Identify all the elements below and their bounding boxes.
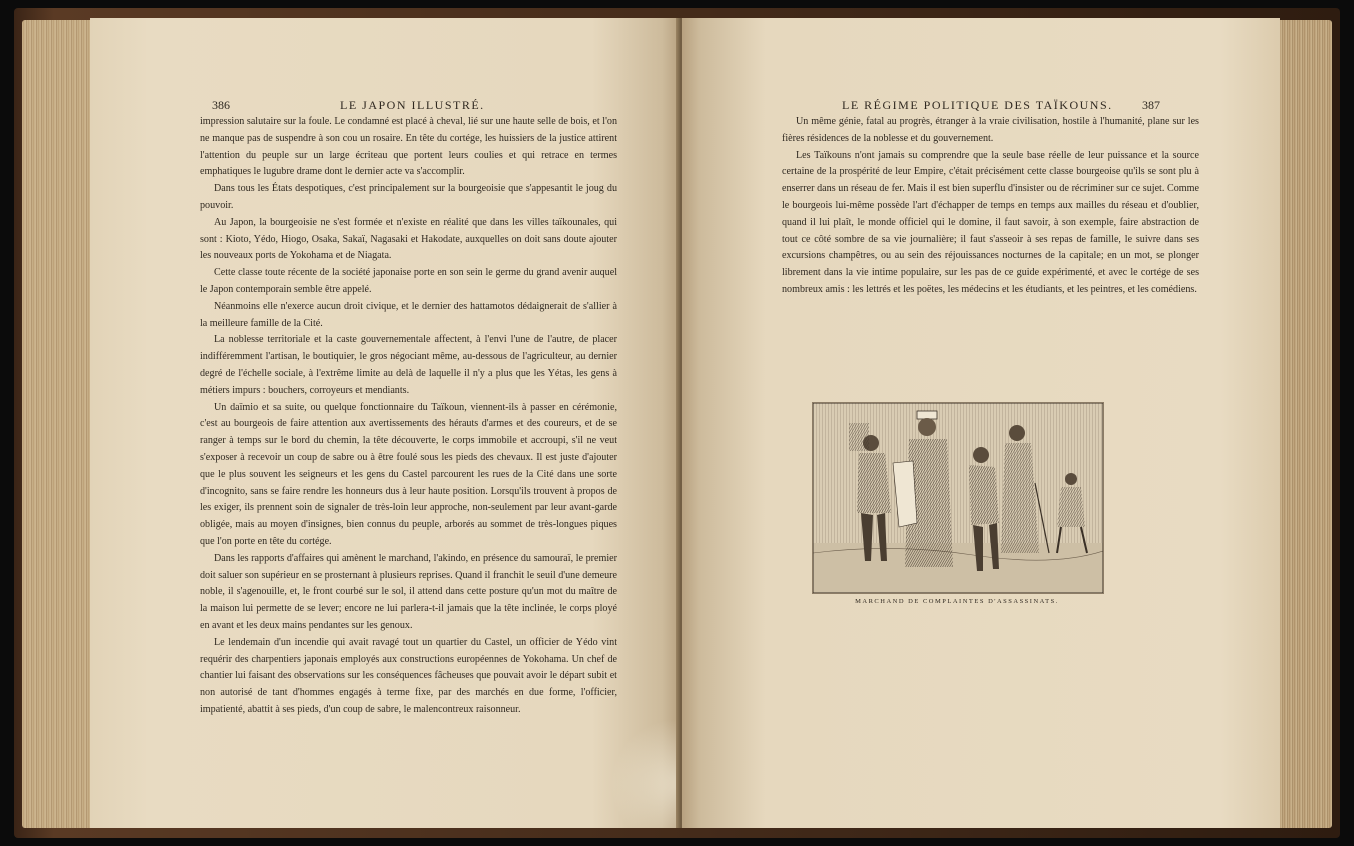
right-running-title: LE RÉGIME POLITIQUE DES TAÏKOUNS. (842, 98, 1113, 112)
paragraph: Au Japon, la bourgeoisie ne s'est formée et n'existe en réalité que dans les villes taïkounales, qui sont : Kioto, Yédo, Hiogo, Osaka, Sakaï, Nagasaki et Hakodate, auxquelles on doit sans doute ajouter les nouveaux ports de Yokohama et de Niagata. (200, 216, 617, 262)
left-page (90, 18, 680, 828)
left-page-number: 386 (212, 98, 230, 112)
paragraph: Les Taïkouns n'ont jamais su comprendre que la seule base réelle de leur puissance et la source certaine de la prospérité de leur Empire, c'était précisément cette classe bourgeoise qu'ils se sont plu à enserrer dans un réseau de fer. Mais il est bien superflu d'insister ou de récriminer sur ce sujet. Comme le bourgeois lui-même possède l'art d'échapper de temps en temps aux mailles du réseau et d'oublier, quand il lui plaît, le monde officiel qui le domine, il faut savoir, à son exemple, faire abstraction de tout ce côté sombre de sa vie journalière; il faut s'asseoir à ses repas de famille, le suivre dans ses excursions champêtres, ou au sein des réjouissances nocturnes de la capitale; en un mot, se plonger librement dans la vie intime populaire, sur les pas de ce guide expérimenté, et avec le cortége de ses nombreux amis : les lettrés et les poëtes, les médecins et les étudiants, et les peintres, et les comédiens. (782, 149, 1199, 295)
page-edges-right (1278, 20, 1332, 828)
right-page (682, 18, 1280, 828)
left-running-title: LE JAPON ILLUSTRÉ. (340, 98, 485, 112)
paragraph: impression salutaire sur la foule. Le condamné est placé à cheval, lié sur une haute selle de bois, et l'on ne manque pas de suspendre à son cou un rosaire. En tête du cortége, les huissiers de la justice attirent l'attention du peuple sur un large écriteau que portent leurs coulies et qui retrace en termes emphatiques le lugubre drame dont le dernier acte va s'accomplir. (200, 116, 617, 178)
paragraph: Cette classe toute récente de la société japonaise porte en son sein le germe du grand avenir auquel le Japon contemporain semble être appelé. (200, 267, 617, 295)
figure-caption: MARCHAND DE COMPLAINTES D'ASSASSINATS. (855, 598, 1059, 605)
engraving-illustration (812, 402, 1104, 594)
paragraph: Néanmoins elle n'exerce aucun droit civique, et le dernier des hattamotos dédaignerait de s'allier à la meilleure famille de la Cité. (200, 300, 617, 329)
engraving-picture (813, 403, 1103, 593)
paragraph: Le lendemain d'un incendie qui avait ravagé tout un quartier du Castel, un officier de Yédo vint requérir des charpentiers japonais employés aux constructions européennes de Yokohama. Un chef de chantier lui faisant des observations sur les conséquences fâcheuses que pouvait avoir le départ subit et non autorisé de tant d'hommes engagés à terme fixe, par des marchés en due forme, l'officier, impatienté, abattit à ses pieds, d'un coup de sabre, le malencontreux raisonneur. (200, 636, 617, 715)
page-edges-left (22, 20, 90, 828)
left-page-text (200, 114, 617, 719)
right-page-number: 387 (1142, 98, 1160, 112)
paragraph: La noblesse territoriale et la caste gouvernementale affectent, à l'envi l'une de l'autre, de placer indifféremment l'artisan, le boutiquier, le gros négociant même, au-dessous de l'agriculteur, au dernier degré de l'échelle sociale, à l'extrême limite au delà de laquelle il n'y a plus que les Yétas, les gens à métiers impurs : bouchers, corroyeurs et mendiants. (200, 334, 617, 396)
paragraph: Un même génie, fatal au progrès, étranger à la vraie civilisation, hostile à l'humanité, plane sur les fières résidences de la noblesse et du gouvernement. (782, 116, 1199, 144)
paragraph: Un daïmio et sa suite, ou quelque fonctionnaire du Taïkoun, viennent-ils à passer en cérémonie, c'est au bourgeois de faire attention aux avertissements des hérauts d'armes et des coureurs, et de se ranger à temps sur le bord du chemin, la tête découverte, le corps immobile et accroupi, s'il ne veut s'exposer à recevoir un coup de sabre ou à être foulé sous les pieds des chevaux. Il est juste d'ajouter que le plus souvent les seigneurs et les gens du Castel parcourent les rues de la Cité dans une sorte d'incognito, sans se faire rendre les honneurs dus à leur haute position. Lorsqu'ils trouvent à propos de les exiger, ils prennent soin de signaler de très-loin leur approche, non-seulement par leur avant-garde obligée, mais au moyen d'insignes, bien connus du peuple, arborés au sommet de très-longues piques que l'on porte en tête du cortége. (200, 401, 617, 547)
paragraph: Dans les rapports d'affaires qui amènent le marchand, l'akindo, en présence du samouraï, le premier doit saluer son supérieur en se prosternant à plusieurs reprises. Quand il franchit le seuil d'une demeure noble, il s'agenouille, et, le front courbé sur le sol, il attend dans cette posture qu'un mot du maître de la maison lui permette de se lever; encore ne lui parlera-t-il jamais que la tête inclinée, le corps ployé en avant et les deux mains pendantes sur les genoux. (200, 552, 617, 631)
paragraph: Dans tous les États despotiques, c'est principalement sur la bourgeoisie que s'appesantit le joug du pouvoir. (200, 183, 617, 211)
right-page-text (782, 114, 1199, 299)
